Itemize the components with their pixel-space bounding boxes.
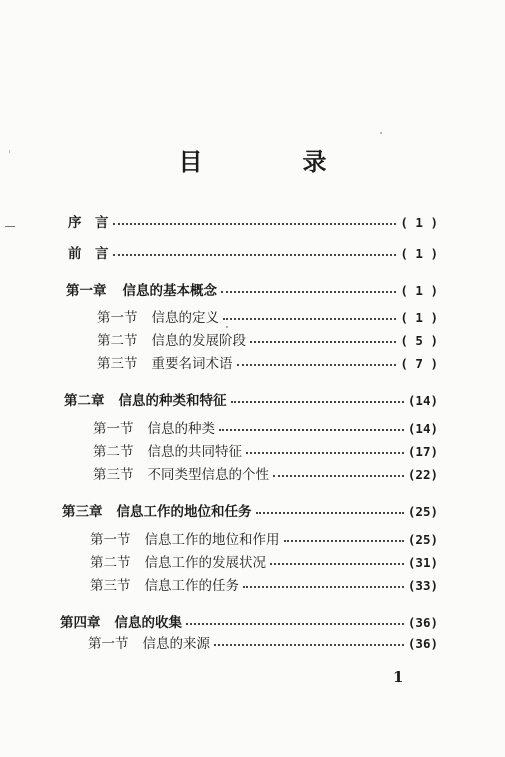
toc-entry-page: (36) — [407, 636, 438, 651]
section-number: 第一节 — [97, 310, 138, 326]
chapter-title: 信息的种类和特征 — [118, 393, 227, 409]
section-title: 信息的定义 — [151, 310, 219, 326]
section-title: 信息的来源 — [142, 636, 210, 652]
toc-chapter-1 — [66, 279, 438, 299]
section-title: 信息的发展阶段 — [151, 333, 246, 349]
leader-dots — [273, 475, 404, 477]
leader-dots — [214, 644, 404, 646]
section-number: 第一节 — [93, 421, 134, 437]
leader-dots — [113, 254, 397, 256]
leader-dots — [256, 512, 404, 514]
leader-dots — [237, 364, 397, 366]
toc-entry-page: (36) — [407, 615, 438, 630]
toc-entry-page: (22) — [407, 467, 438, 482]
section-title: 信息的种类 — [147, 421, 215, 437]
toc-section — [93, 463, 438, 483]
scan-speck — [5, 226, 15, 227]
toc-chapter-3 — [62, 500, 438, 520]
toc-section — [93, 417, 438, 437]
toc-entry-page: ( 1 ) — [400, 310, 438, 325]
toc-entry-label: 序 言 — [68, 215, 109, 231]
toc-entry-page: (25) — [407, 532, 438, 547]
toc-entry-page: ( 7 ) — [400, 356, 438, 371]
section-title: 信息工作的地位和作用 — [144, 532, 280, 548]
section-title: 重要名词术语 — [151, 356, 233, 372]
section-title: 信息工作的发展状况 — [144, 555, 266, 571]
chapter-number: 第二章 — [64, 393, 105, 409]
chapter-title: 信息的收集 — [114, 615, 182, 631]
scan-speck — [226, 326, 228, 328]
scan-speck — [380, 132, 382, 134]
chapter-number: 第一章 — [66, 283, 107, 299]
toc-entry-label: 前 言 — [68, 246, 109, 262]
toc-entry-page: ( 1 ) — [400, 215, 438, 230]
leader-dots — [243, 586, 404, 588]
toc-chapter-2 — [64, 389, 438, 409]
leader-dots — [246, 452, 404, 454]
section-number: 第三节 — [90, 578, 131, 594]
leader-dots — [270, 563, 404, 565]
section-number: 第二节 — [93, 444, 134, 460]
leader-dots — [250, 341, 396, 343]
page-number: 1 — [393, 668, 404, 686]
toc-section — [88, 632, 438, 652]
section-number: 第三节 — [93, 467, 134, 483]
toc-chapter-4 — [60, 611, 438, 631]
toc-section — [97, 306, 438, 326]
toc-section — [90, 528, 438, 548]
leader-dots — [221, 291, 396, 293]
section-number: 第二节 — [97, 333, 138, 349]
toc-section — [97, 352, 438, 372]
leader-dots — [186, 623, 404, 625]
leader-dots — [284, 540, 404, 542]
toc-entry-page: (14) — [407, 421, 438, 436]
chapter-number: 第四章 — [60, 615, 101, 631]
section-number: 第二节 — [90, 555, 131, 571]
section-title: 信息工作的任务 — [144, 578, 239, 594]
section-title: 不同类型信息的个性 — [147, 467, 269, 483]
chapter-title: 信息工作的地位和任务 — [116, 504, 252, 520]
toc-entry-page: (33) — [407, 578, 438, 593]
section-number: 第三节 — [97, 356, 138, 372]
leader-dots — [223, 318, 396, 320]
toc-entry-page: ( 5 ) — [400, 333, 438, 348]
toc-section — [93, 440, 438, 460]
toc-entry-page: (25) — [407, 504, 438, 519]
toc-section — [90, 574, 438, 594]
toc-entry-page: ( 1 ) — [400, 283, 438, 298]
toc-entry-page: (14) — [407, 393, 438, 408]
section-number: 第一节 — [90, 532, 131, 548]
toc-entry-preface — [68, 211, 438, 231]
leader-dots — [113, 223, 397, 225]
chapter-number: 第三章 — [62, 504, 103, 520]
toc-entry-page: (31) — [407, 555, 438, 570]
section-number: 第一节 — [88, 636, 129, 652]
scan-speck — [9, 150, 10, 153]
toc-entry-page: (17) — [407, 444, 438, 459]
toc-entry-page: ( 1 ) — [400, 246, 438, 261]
leader-dots — [219, 429, 404, 431]
toc-section — [97, 329, 438, 349]
leader-dots — [231, 401, 404, 403]
page-title: 目 录 — [178, 147, 365, 176]
section-title: 信息的共同特征 — [147, 444, 242, 460]
chapter-title: 信息的基本概念 — [122, 283, 217, 299]
toc-entry-foreword — [68, 242, 438, 262]
toc-section — [90, 551, 438, 571]
